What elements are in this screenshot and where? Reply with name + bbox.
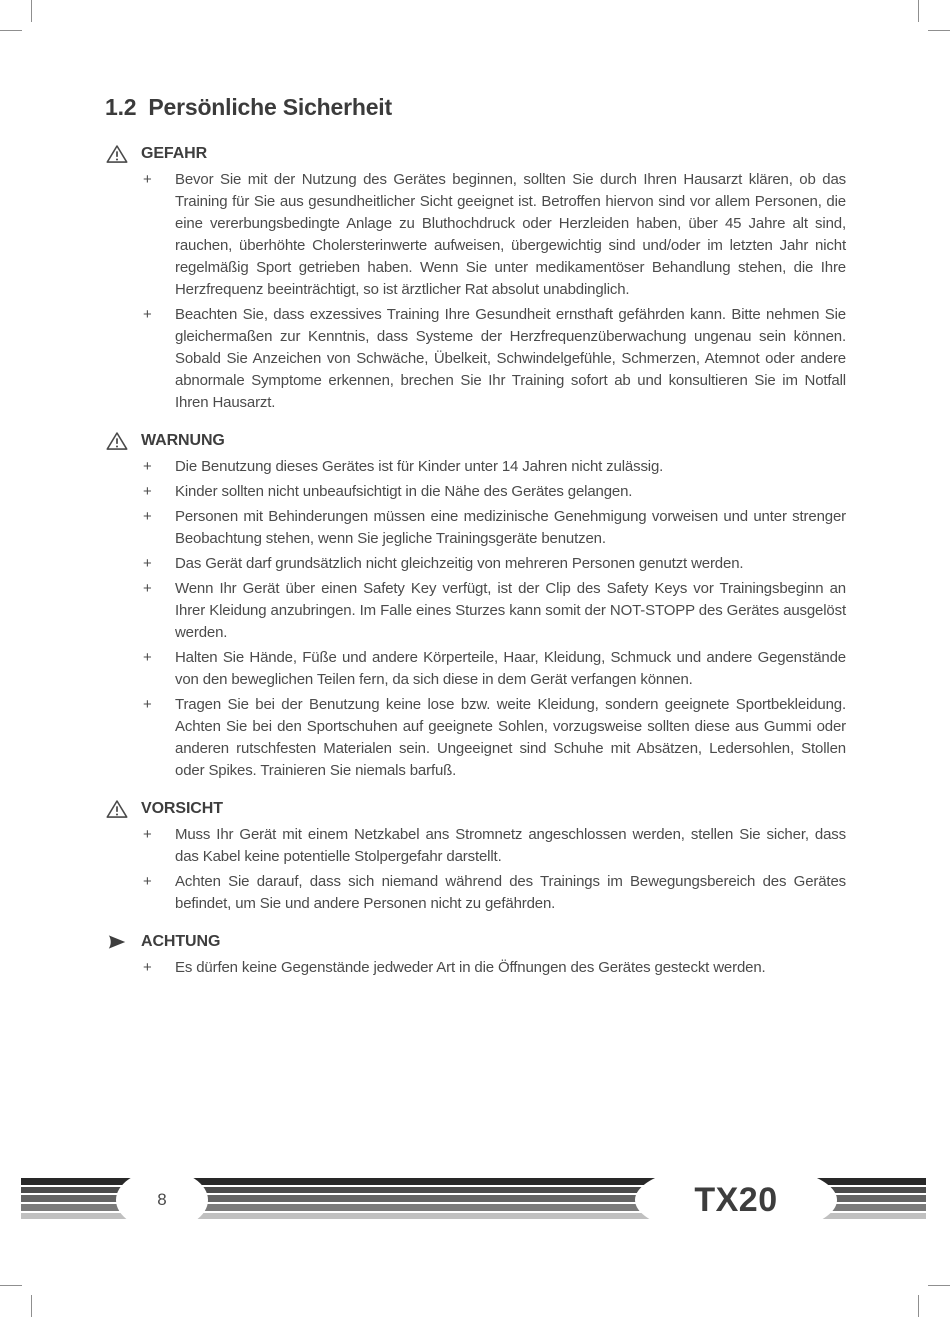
bullet-text: Beachten Sie, dass exzessives Training Ihre Gesundheit ernsthaft gefährden kann. Bitte nehmen Sie gleichermaßen zur Kenntnis, dass Systeme der Herzfrequenzüberwachung ungenau sein können. Sobald Sie Anzeichen von Schwäche, Übelkeit, Schwindelgefühle, Schmerzen, Atemnot oder andere abnormale Symptome erkennen, brechen Sie Ihr Training sofort ab und konsultieren Sie im Notfall Ihren Hausarzt.	[175, 306, 846, 411]
arrow-right-icon	[105, 935, 129, 949]
bullet-list	[105, 957, 846, 979]
section-heading-row	[105, 797, 846, 821]
bullet-marker: +	[143, 696, 152, 713]
crop-mark-top-left-horizontal	[0, 30, 22, 31]
bullet-list	[105, 169, 846, 414]
bullet-text: Bevor Sie mit der Nutzung des Gerätes beginnen, sollten Sie durch Ihren Hausarzt klären, ob das Training für Sie aus gesundheitlicher Sicht geeignet ist. Betroffen hiervon sind vor allem Personen, die eine vererbungsbedingte Anlage zu Bluthochdruck oder Herzleiden haben, über 45 Jahre alt sind, rauchen, überhöhte Cholersterinwerte aufweisen, übergewichtig sind und/oder im letzten Jahr nicht regelmäßig Sport getrieben haben. Wenn Sie unter medikamentöser Behandlung stehen, die Ihre Herzfrequenz beeinträchtigt, so ist ärztlicher Rat absolut unabdinglich.	[175, 171, 846, 298]
bullet-item	[143, 456, 846, 478]
section-heading: VORSICHT	[141, 800, 223, 817]
page-number: 8	[157, 1190, 167, 1209]
bullet-item	[143, 304, 846, 414]
bullet-marker: +	[143, 873, 152, 890]
bullet-marker: +	[143, 171, 152, 188]
section-heading-row	[105, 429, 846, 453]
page-footer	[0, 1163, 950, 1243]
page-content	[105, 94, 846, 994]
bullet-text: Personen mit Behinderungen müssen eine medizinische Genehmigung vorweisen und unter strenger Beobachtung stehen, wenn Sie jegliche Trainingsgeräte benutzen.	[175, 508, 846, 547]
bullet-marker: +	[143, 959, 152, 976]
section-heading: GEFAHR	[141, 145, 208, 162]
bullet-marker: +	[143, 580, 152, 597]
page-title	[105, 94, 846, 121]
bullet-marker: +	[143, 508, 152, 525]
crop-mark-bottom-left-vertical	[31, 1295, 32, 1317]
bullet-text: Tragen Sie bei der Benutzung keine lose bzw. weite Kleidung, sondern geeignete Sportbekleidung. Achten Sie bei den Sportschuhen auf geeignete Sohlen, vorzugsweise sollten diese aus Gummi oder anderen rutschfesten Materialen sein. Ungeeignet sind Schuhe mit Absätzen, Ledersohlen, Stollen oder Spikes. Trainieren Sie niemals barfuß.	[175, 696, 846, 779]
bullet-marker: +	[143, 826, 152, 843]
warning-triangle-icon	[105, 431, 129, 451]
bullet-marker: +	[143, 649, 152, 666]
safety-section	[105, 429, 846, 782]
section-heading-row	[105, 142, 846, 166]
section-heading: WARNUNG	[141, 432, 225, 449]
page-title-number: 1.2	[105, 94, 137, 120]
model-label: TX20	[694, 1180, 778, 1219]
bullet-marker: +	[143, 306, 152, 323]
bullet-text: Halten Sie Hände, Füße und andere Körperteile, Haar, Kleidung, Schmuck und andere Gegenstände von den beweglichen Teilen fern, da sich diese in dem Gerät verfangen können.	[175, 649, 846, 688]
bullet-text: Muss Ihr Gerät mit einem Netzkabel ans Stromnetz angeschlossen werden, stellen Sie sicher, dass das Kabel keine potentielle Stolpergefahr darstellt.	[175, 826, 846, 865]
bullet-marker: +	[143, 458, 152, 475]
bullet-item	[143, 957, 846, 979]
warning-triangle-icon	[105, 799, 129, 819]
bullet-list	[105, 824, 846, 915]
safety-section	[105, 142, 846, 414]
bullet-text: Das Gerät darf grundsätzlich nicht gleichzeitig von mehreren Personen genutzt werden.	[175, 555, 744, 572]
bullet-item	[143, 647, 846, 691]
crop-mark-bottom-left-horizontal	[0, 1285, 22, 1286]
bullet-list	[105, 456, 846, 782]
bullet-text: Achten Sie darauf, dass sich niemand während des Trainings im Bewegungsbereich des Gerätes befindet, um Sie und andere Personen nicht zu gefährden.	[175, 873, 846, 912]
section-heading: ACHTUNG	[141, 933, 221, 950]
bullet-item	[143, 694, 846, 782]
crop-mark-top-right-vertical	[918, 0, 919, 22]
safety-section	[105, 930, 846, 979]
crop-mark-bottom-right-vertical	[918, 1295, 919, 1317]
bullet-item	[143, 871, 846, 915]
bullet-item	[143, 506, 846, 550]
bullet-item	[143, 481, 846, 503]
bullet-marker: +	[143, 483, 152, 500]
bullet-text: Es dürfen keine Gegenstände jedweder Art in die Öffnungen des Gerätes gesteckt werden.	[175, 959, 766, 976]
bullet-marker: +	[143, 555, 152, 572]
bullet-item	[143, 169, 846, 301]
safety-section	[105, 797, 846, 915]
bullet-text: Kinder sollten nicht unbeaufsichtigt in die Nähe des Gerätes gelangen.	[175, 483, 633, 500]
crop-mark-top-left-vertical	[31, 0, 32, 22]
bullet-text: Die Benutzung dieses Gerätes ist für Kinder unter 14 Jahren nicht zulässig.	[175, 458, 664, 475]
page-number-ellipse	[116, 1170, 208, 1230]
bullet-item	[143, 578, 846, 644]
crop-mark-bottom-right-horizontal	[928, 1285, 950, 1286]
safety-sections-container	[105, 142, 846, 979]
section-heading-row	[105, 930, 846, 954]
page-title-text: Persönliche Sicherheit	[148, 94, 392, 120]
bullet-item	[143, 553, 846, 575]
crop-mark-top-right-horizontal	[928, 30, 950, 31]
bullet-text: Wenn Ihr Gerät über einen Safety Key verfügt, ist der Clip des Safety Keys vor Trainingsbeginn an Ihrer Kleidung anzubringen. Im Falle eines Sturzes kann somit der NOT-STOPP des Gerätes ausgelöst werden.	[175, 580, 846, 641]
warning-triangle-icon	[105, 144, 129, 164]
model-ellipse	[635, 1163, 837, 1237]
bullet-item	[143, 824, 846, 868]
